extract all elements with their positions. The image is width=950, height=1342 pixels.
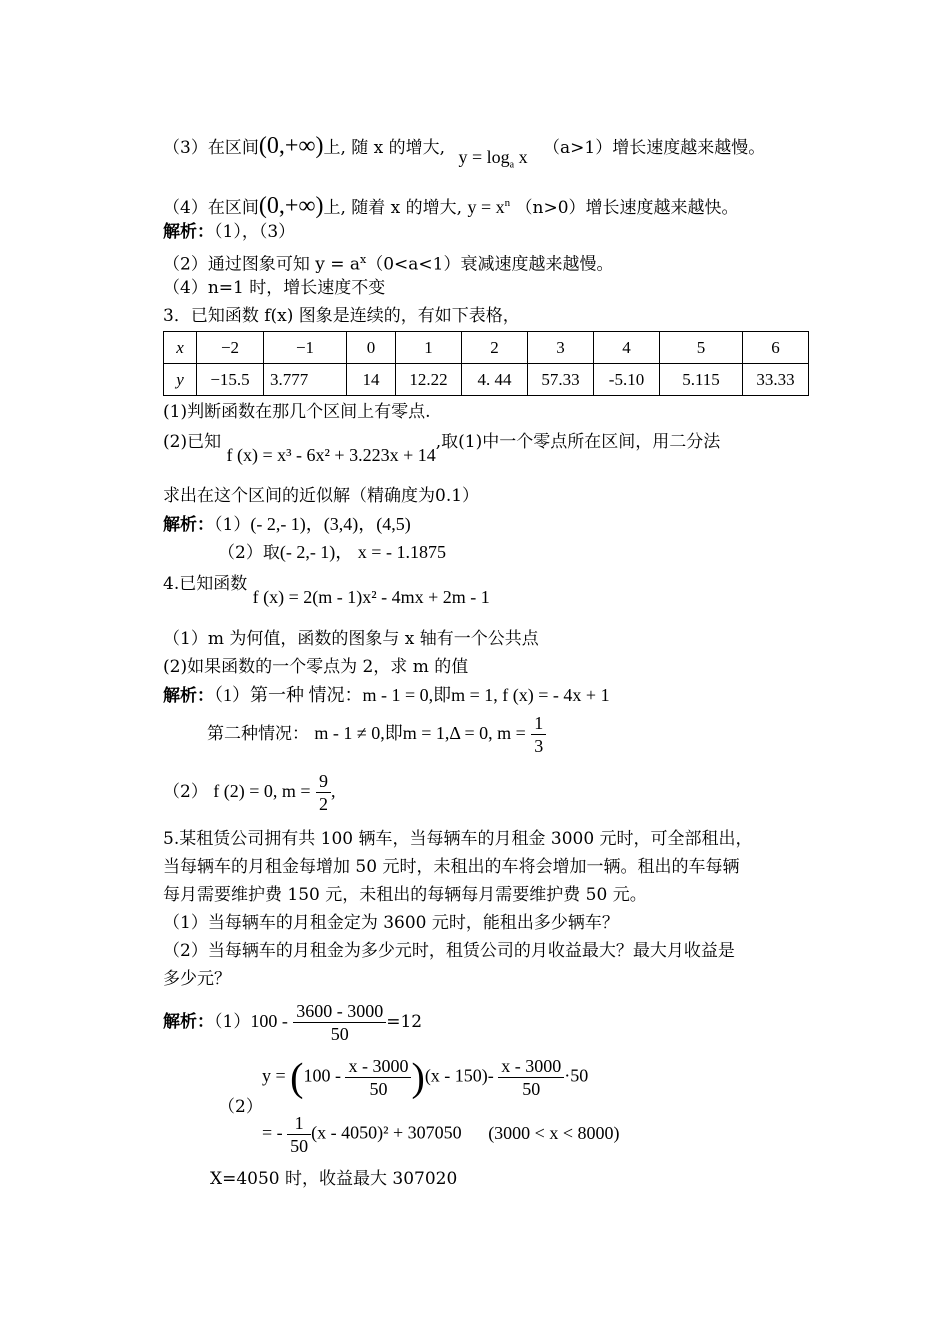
item3-mid: 上, 随 x 的增大, bbox=[323, 138, 446, 158]
table-cell: 3 bbox=[528, 332, 594, 364]
item4-interval: (0,+∞) bbox=[258, 193, 324, 219]
analysis2-line2 bbox=[163, 249, 614, 276]
table-cell: 0 bbox=[347, 332, 396, 364]
table-row-x bbox=[164, 332, 809, 364]
fraction-denominator: 3 bbox=[534, 736, 544, 756]
table-cell: −1 bbox=[264, 332, 347, 364]
q3-part2-a: (2)已知 bbox=[163, 432, 222, 452]
q3-ans2-prefix: （2）取 bbox=[218, 543, 280, 563]
fraction-denominator: 50 bbox=[369, 1079, 388, 1099]
table-cell: 12.22 bbox=[396, 364, 462, 396]
fraction-numerator: 1 bbox=[287, 1112, 311, 1135]
q4-ans2-prefix: （2） bbox=[163, 782, 208, 802]
q3-ans2: (- 2,- 1)， x = - 1.1875 bbox=[279, 542, 446, 562]
analysis-label: 解析： bbox=[163, 222, 214, 242]
fraction-numerator: 1 bbox=[531, 712, 546, 735]
q5-ans1-result: =12 bbox=[386, 1012, 423, 1032]
q4-ans2-math: f (2) = 0, m = bbox=[213, 781, 311, 801]
item4-prefix: （4）在区间 bbox=[163, 198, 259, 218]
q5-equation2 bbox=[262, 1112, 619, 1157]
table-cell: 4 bbox=[594, 332, 660, 364]
item3-interval: (0,+∞) bbox=[258, 133, 324, 159]
q4-part1: （1）m 为何值，函数的图象与 x 轴有一个公共点 bbox=[163, 629, 539, 649]
analysis2-line2-b: （0<a<1）衰减速度越来越慢。 bbox=[366, 254, 614, 275]
eq1-factor: (x - 150)- bbox=[424, 1065, 494, 1086]
q4-title: 4.已知函数 bbox=[163, 574, 248, 594]
table-row-y bbox=[164, 364, 809, 396]
eq1-tail: ·50 bbox=[564, 1065, 589, 1086]
item3-func-arg: x bbox=[514, 147, 528, 167]
value-table bbox=[163, 331, 809, 396]
q4-part2: (2)如果函数的一个零点为 2，求 m 的值 bbox=[163, 657, 469, 677]
q5-part1: （1）当每辆车的月租金定为 3600 元时，能租出多少辆车？ bbox=[163, 913, 619, 933]
eq1-lhs: y = bbox=[262, 1065, 286, 1086]
table-cell: 33.33 bbox=[743, 364, 809, 396]
fraction-denominator: 50 bbox=[330, 1024, 349, 1044]
q5-part2a: （2）当每辆车的月租金为多少元时，租赁公司的月收益最大？最大月收益是 bbox=[163, 941, 735, 961]
fraction-denominator: 2 bbox=[318, 794, 328, 814]
table-header-y: y bbox=[164, 364, 197, 396]
fraction-numerator: x - 3000 bbox=[345, 1055, 411, 1078]
q3-ans1-prefix: （1） bbox=[214, 515, 251, 535]
table-cell: 2 bbox=[462, 332, 528, 364]
table-cell: 57.33 bbox=[528, 364, 594, 396]
table-cell: 6 bbox=[743, 332, 809, 364]
item3-line bbox=[163, 133, 766, 171]
table-cell: 4. 44 bbox=[462, 364, 528, 396]
item4-mid: 上, 随着 x 的增大, bbox=[323, 198, 463, 218]
item3-func-base: a bbox=[509, 159, 515, 171]
fraction-denominator: 50 bbox=[522, 1079, 541, 1099]
q5-ans2-prefix: （2） bbox=[218, 1097, 263, 1117]
fraction-denominator: 50 bbox=[290, 1136, 309, 1156]
q3-answer2 bbox=[218, 541, 446, 564]
item4-func-exp: n bbox=[504, 197, 511, 209]
table-cell: 3.777 bbox=[264, 364, 347, 396]
q4-ans2-tail: , bbox=[330, 781, 336, 801]
table-header-x: x bbox=[164, 332, 197, 364]
table-cell: 5 bbox=[660, 332, 743, 364]
analysis2-line3: （4）n=1 时，增长速度不变 bbox=[163, 278, 386, 298]
q4-function: f (x) = 2(m - 1)x² - 4mx + 2m - 1 bbox=[252, 587, 490, 607]
eq2-body: (x - 4050)² + 307050 bbox=[311, 1122, 462, 1143]
q5-line1: 5.某租赁公司拥有共 100 辆车，当每辆车的月租金 3000 元时，可全部租出， bbox=[163, 829, 753, 849]
analysis2-line1 bbox=[163, 221, 295, 243]
q4-answer1b bbox=[207, 712, 546, 757]
table-cell: -5.10 bbox=[594, 364, 660, 396]
eq1-term: 100 - bbox=[303, 1065, 341, 1086]
analysis-label: 解析： bbox=[163, 686, 214, 706]
analysis2-exp: x bbox=[360, 253, 367, 266]
q5-line3: 每月需要维护费 150 元，未租出的每辆每月需要维护费 50 元。 bbox=[163, 885, 647, 905]
eq2-domain: (3000 < x < 8000) bbox=[488, 1122, 620, 1143]
item4-func: y = x bbox=[467, 197, 505, 217]
q3-ans1: (- 2,- 1)，(3,4)，(4,5) bbox=[250, 514, 411, 534]
q3-title: 3．已知函数 f(x) 图象是连续的，有如下表格， bbox=[163, 306, 520, 326]
q4-title-line bbox=[163, 572, 490, 607]
item4-line bbox=[163, 192, 739, 219]
item4-suffix: （n>0）增长速度越来越快。 bbox=[515, 198, 739, 218]
fraction-numerator: x - 3000 bbox=[498, 1055, 564, 1078]
q3-part2-cont: 求出在这个区间的近似解（精确度为0.1） bbox=[163, 486, 480, 506]
table-cell: −2 bbox=[197, 332, 264, 364]
q5-answer1 bbox=[163, 1000, 422, 1045]
q3-answer1 bbox=[163, 513, 411, 536]
q4-ans1b-text: 第二种情况： bbox=[207, 724, 309, 744]
q5-part2b: 多少元？ bbox=[163, 969, 231, 989]
fraction-numerator: 3600 - 3000 bbox=[293, 1000, 386, 1023]
q5-result: X=4050 时，收益最大 307020 bbox=[210, 1169, 458, 1189]
item3-suffix: （a>1）增长速度越来越慢。 bbox=[543, 138, 766, 158]
q4-answer2 bbox=[163, 770, 335, 815]
table-cell: 14 bbox=[347, 364, 396, 396]
table-cell: 1 bbox=[396, 332, 462, 364]
q3-part2-b: ,取(1)中一个零点所在区间，用二分法 bbox=[435, 432, 721, 452]
q3-function: f (x) = x³ - 6x² + 3.223x + 14 bbox=[226, 445, 436, 465]
item3-prefix: （3）在区间 bbox=[163, 138, 259, 158]
q3-part2-line bbox=[163, 430, 721, 465]
fraction-numerator: 9 bbox=[316, 770, 331, 793]
table-cell: 5.115 bbox=[660, 364, 743, 396]
table-cell: −15.5 bbox=[197, 364, 264, 396]
q3-part1: (1)判断函数在那几个区间上有零点. bbox=[163, 402, 431, 422]
eq2-lhs: = - bbox=[262, 1122, 283, 1143]
q4-ans1b-math: m - 1 ≠ 0,即m = 1,Δ = 0, m = bbox=[314, 723, 526, 743]
q4-answer1 bbox=[163, 684, 610, 707]
analysis2-answer: （1），（3） bbox=[214, 222, 296, 242]
q4-ans1: （1）第一种 情况：m - 1 = 0,即m = 1, f (x) = - 4x + 1 bbox=[214, 685, 610, 705]
q5-line2: 当每辆车的月租金每增加 50 元时，未租出的车将会增加一辆。租出的车每辆 bbox=[163, 857, 740, 877]
q5-ans1-a: 100 - bbox=[250, 1011, 288, 1031]
q5-ans1-prefix: （1） bbox=[214, 1012, 251, 1032]
analysis-label: 解析： bbox=[163, 515, 214, 535]
q5-equation1: y = (100 - $\frac{x - 3000}{50}$ )(x - 150)- $\frac{x - 3000}{50}$ ·50 bbox=[262, 1054, 589, 1100]
item3-func: y = log bbox=[458, 147, 510, 167]
analysis-label: 解析： bbox=[163, 1012, 214, 1032]
analysis2-line2-a: （2）通过图象可知 y = a bbox=[163, 254, 361, 275]
